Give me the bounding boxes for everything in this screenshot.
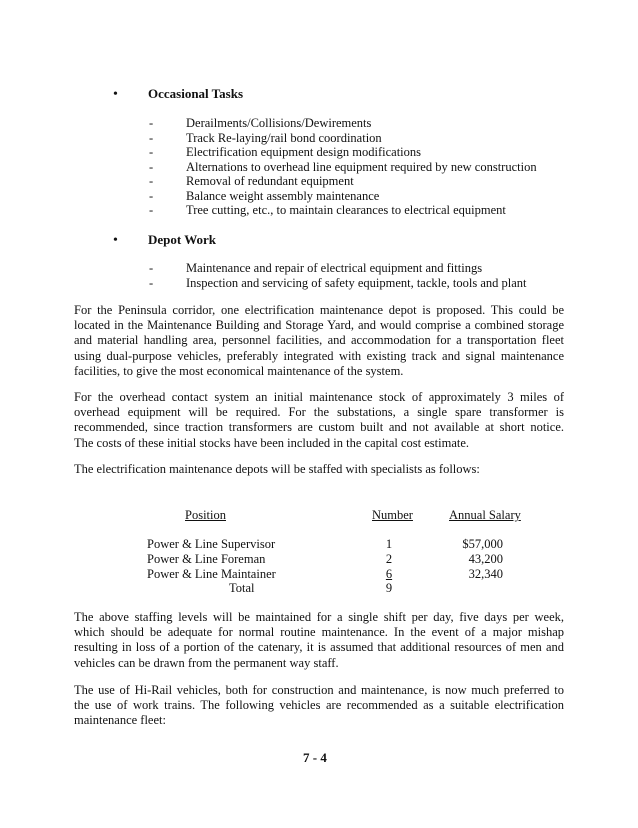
list-dash: -: [149, 203, 154, 217]
list-item: Tree cutting, etc., to maintain clearances to electrical equipment: [186, 203, 506, 217]
list-dash: -: [149, 145, 154, 159]
paragraph-hi-rail-vehicles: [74, 683, 564, 729]
list-item: Inspection and servicing of safety equipment, tackle, tools and plant: [186, 275, 527, 290]
list-item: Alternations to overhead line equipment required by new construction: [186, 159, 537, 174]
table-total-number: 9: [385, 581, 393, 595]
list-item: Electrification equipment design modifications: [186, 145, 422, 159]
table-header-number: Number: [372, 508, 413, 522]
paragraph-line: The use of Hi-Rail vehicles, both for construction and maintenance, is now much preferred to: [74, 683, 564, 697]
paragraph-line: recommended, since traction transformers are custom built and not available at short notice.: [74, 420, 564, 435]
table-total-label: Total: [229, 581, 255, 595]
paragraph-line: maintenance fleet:: [74, 713, 166, 728]
table-cell-position: Power & Line Foreman: [147, 552, 266, 566]
table-header-salary: Annual Salary: [449, 508, 521, 522]
paragraph-line: and material handling area, personnel facilities, and accommodation for a transportation fleet: [74, 333, 564, 348]
paragraph-staffing-levels: [74, 610, 564, 671]
table-header-position: Position: [185, 508, 226, 522]
list-dash: -: [149, 116, 154, 130]
page-number: 7 - 4: [303, 750, 327, 765]
section-title-depot-work: Depot Work: [148, 232, 217, 247]
paragraph-line: using dual-purpose vehicles, preferably integrated with existing track and signal maintenance: [74, 348, 564, 363]
list-item: Maintenance and repair of electrical equipment and fittings: [186, 261, 483, 275]
paragraph-line: The electrification maintenance depots will be staffed with specialists as follows:: [74, 462, 480, 476]
paragraph-line: The costs of these initial stocks have been included in the capital cost estimate.: [74, 435, 470, 450]
list-dash: -: [149, 130, 154, 145]
table-cell-salary: 32,340: [468, 567, 503, 581]
table-cell-number: 1: [385, 537, 393, 551]
table-cell-number: 6: [385, 567, 393, 581]
list-dash: -: [149, 275, 154, 290]
list-item: Balance weight assembly maintenance: [186, 188, 380, 203]
bullet-icon: •: [113, 233, 118, 248]
table-cell-number: 2: [385, 552, 393, 566]
paragraph-line: The above staffing levels will be maintained for a single shift per day, five days per week,: [74, 610, 564, 624]
paragraph-line: located in the Maintenance Building and Storage Yard, and would comprise a combined storage: [74, 318, 564, 333]
list-item: Track Re-laying/rail bond coordination: [186, 130, 382, 145]
list-item: Removal of redundant equipment: [186, 174, 354, 188]
list-dash: -: [149, 174, 154, 188]
table-cell-salary: 43,200: [468, 552, 503, 566]
table-cell-position: Power & Line Maintainer: [147, 567, 276, 581]
list-dash: -: [149, 188, 154, 203]
paragraph-line: For the overhead contact system an initial maintenance stock of approximately 3 miles of: [74, 390, 564, 404]
paragraph-depot-proposal: [74, 303, 564, 379]
list-dash: -: [149, 159, 154, 174]
list-item: Derailments/Collisions/Dewirements: [186, 116, 372, 130]
paragraph-line: which should be adequate for normal routine maintenance. In the event of a major mishap: [74, 625, 564, 640]
list-dash: -: [149, 261, 154, 275]
paragraph-staffing-intro: [74, 462, 564, 477]
table-cell-position: Power & Line Supervisor: [147, 537, 276, 551]
bullet-icon: •: [113, 87, 118, 102]
paragraph-initial-stock: [74, 390, 564, 451]
paragraph-line: vehicles can be drawn from the permanent way staff.: [74, 655, 339, 670]
section-title-occasional-tasks: Occasional Tasks: [148, 86, 244, 101]
paragraph-line: the use of work trains. The following vehicles are recommended as a suitable electrification: [74, 698, 564, 713]
paragraph-line: For the Peninsula corridor, one electrification maintenance depot is proposed. This could be: [74, 303, 564, 317]
paragraph-line: facilities, to give the most economical maintenance of the system.: [74, 363, 404, 378]
paragraph-line: resulting in loss of a portion of the catenary, it is assumed that additional resources of men and: [74, 640, 564, 655]
table-cell-salary: $57,000: [462, 537, 503, 551]
paragraph-line: overhead equipment will be required. For the substations, a single spare transformer is: [74, 405, 564, 420]
